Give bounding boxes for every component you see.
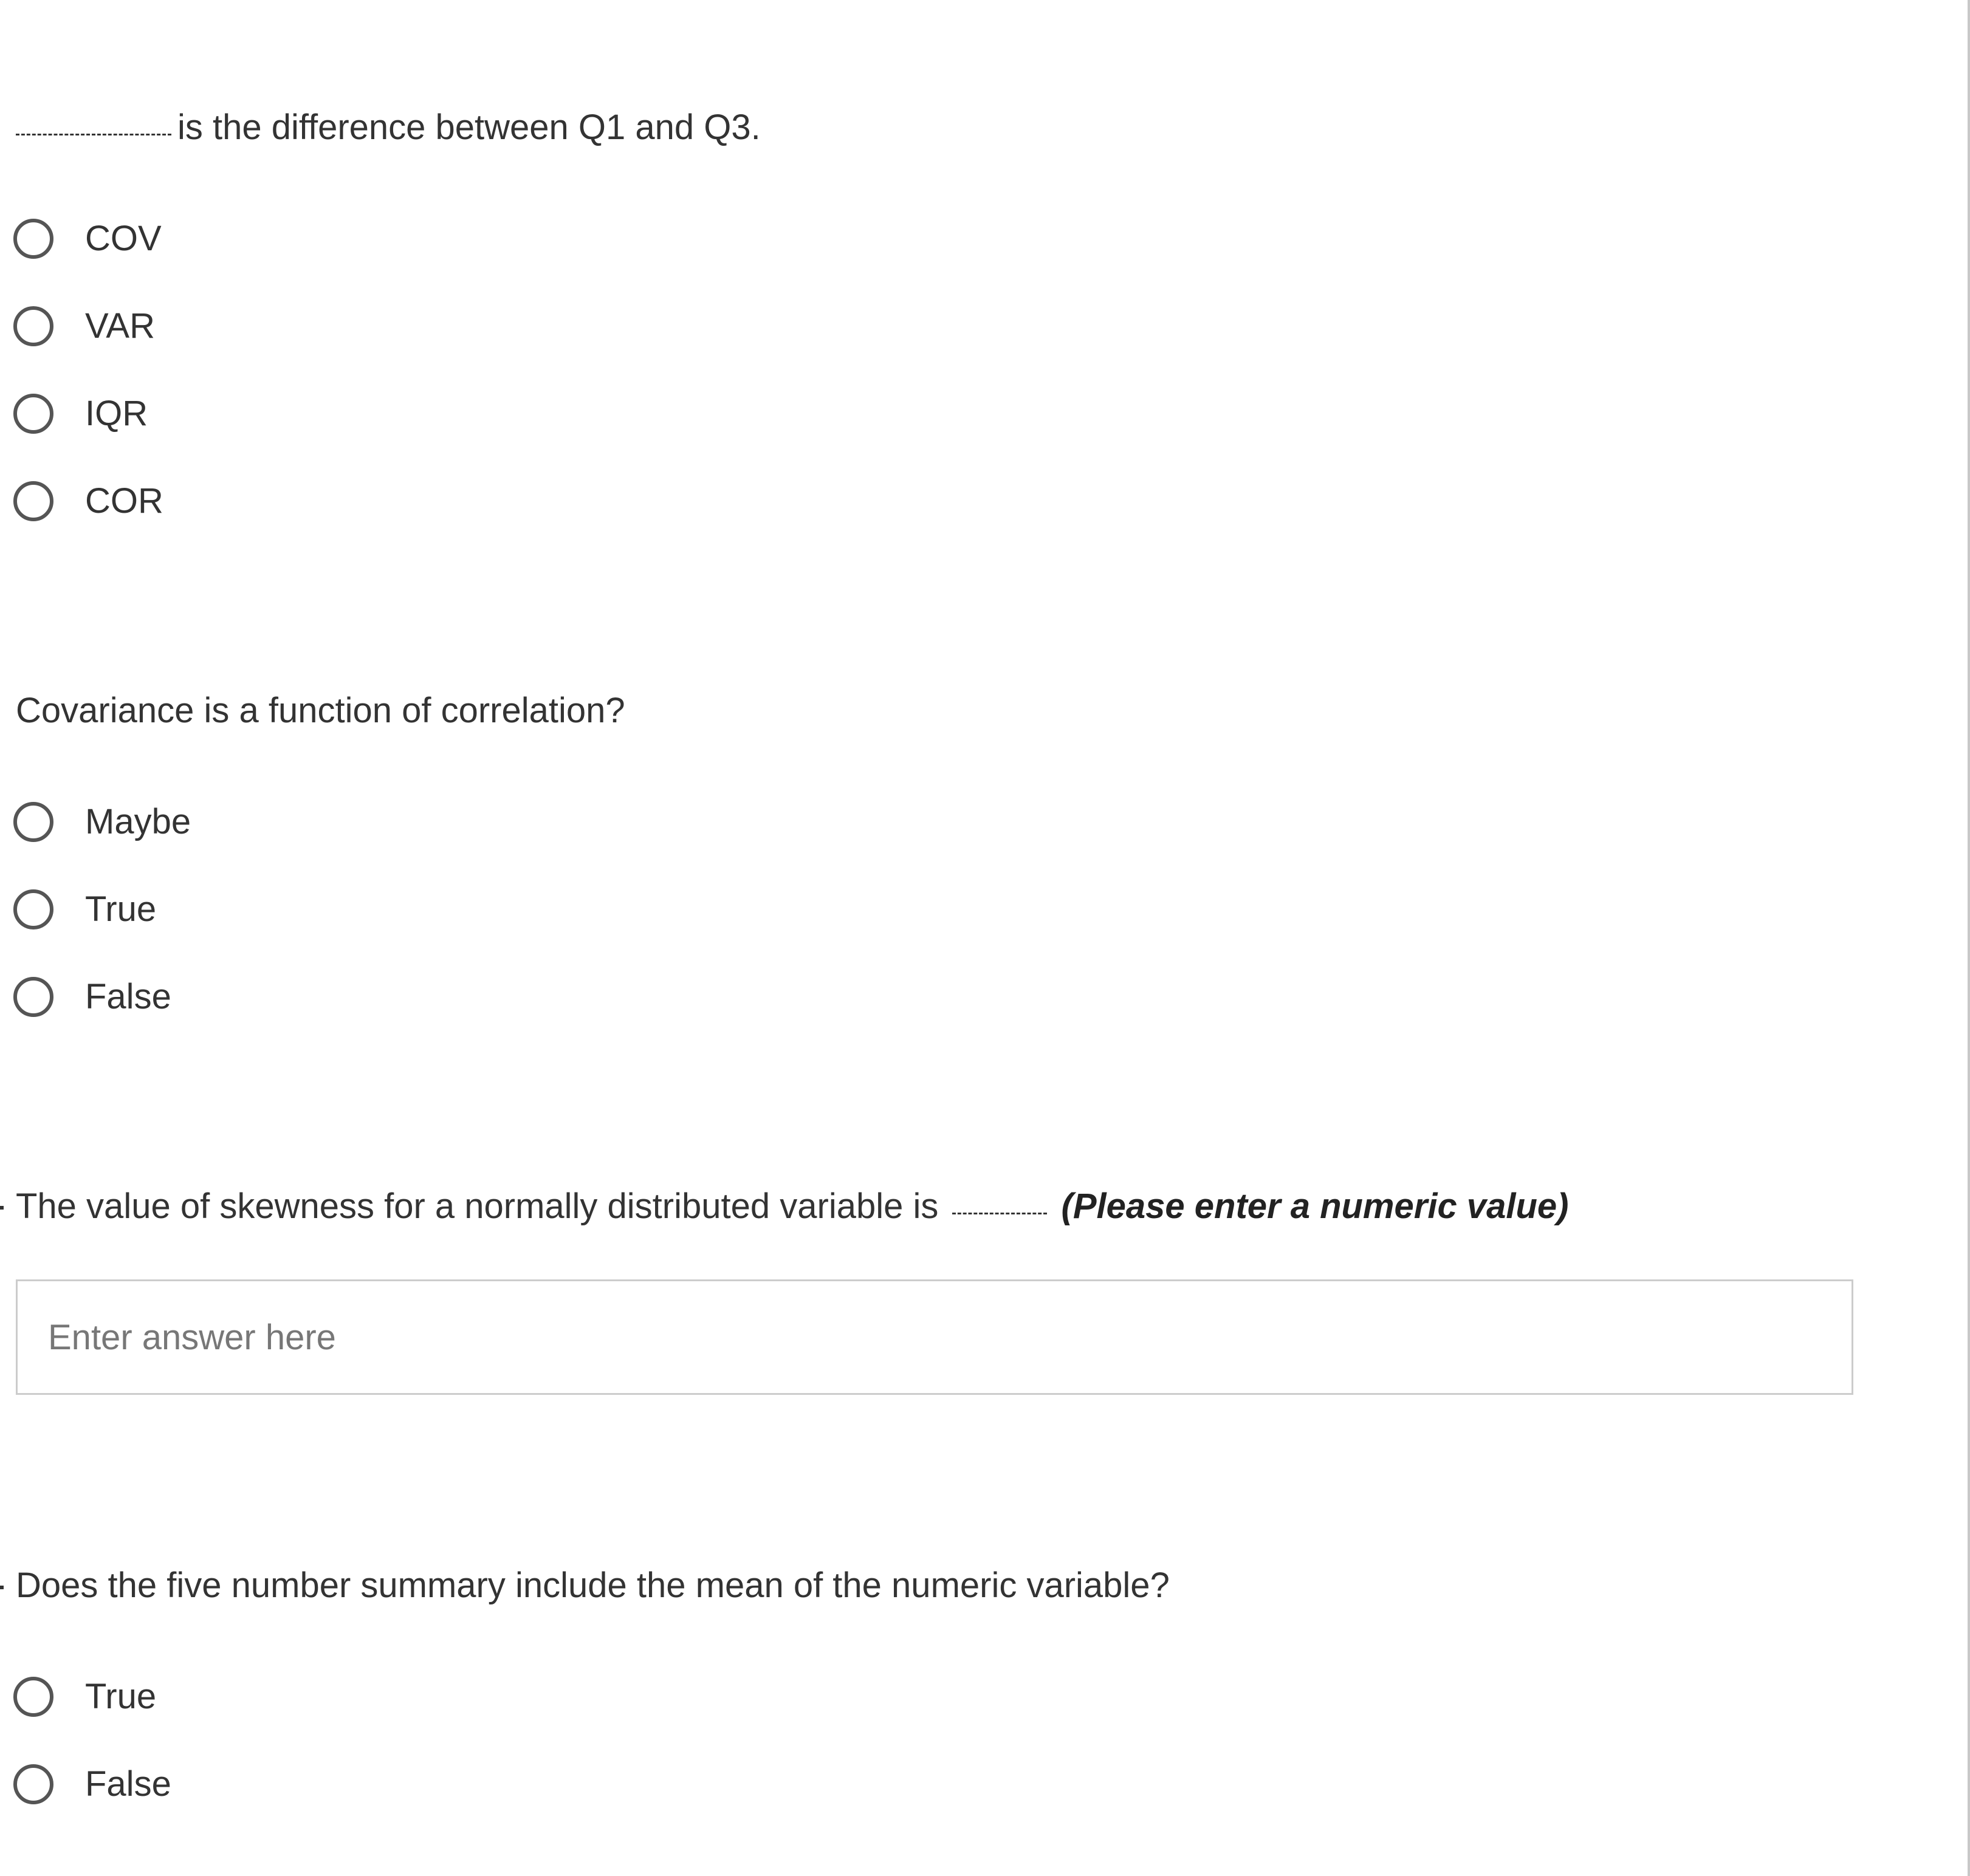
answer-input[interactable] [16, 1279, 1853, 1395]
question-1-blank [16, 103, 171, 135]
radio-button[interactable] [13, 1677, 53, 1717]
question-3-blank [952, 1182, 1047, 1214]
question-3-text [16, 1182, 1568, 1231]
question-4-text: Does the five number summary include the mean of the numeric variable? [16, 1566, 1170, 1605]
question-2-option-maybe[interactable] [13, 797, 191, 847]
radio-button[interactable] [13, 802, 53, 842]
option-label: False [85, 1764, 171, 1804]
question-3-note: (Please enter a numeric value) [1061, 1186, 1569, 1226]
option-label: True [85, 1677, 157, 1716]
option-label: VAR [85, 306, 155, 346]
question-1-option-var[interactable] [13, 301, 155, 351]
option-label: Maybe [85, 802, 191, 841]
option-label: False [85, 977, 171, 1016]
question-bullet [0, 1206, 4, 1210]
question-4-option-true[interactable] [13, 1672, 156, 1722]
radio-button[interactable] [13, 219, 53, 259]
radio-button[interactable] [13, 1764, 53, 1804]
radio-button[interactable] [13, 889, 53, 929]
question-1-text [16, 103, 761, 152]
question-bullet [0, 1586, 4, 1589]
radio-button[interactable] [13, 306, 53, 346]
radio-button[interactable] [13, 481, 53, 521]
question-3-label: The value of skewness for a normally distributed variable is [16, 1186, 939, 1226]
question-1-label: is the difference between Q1 and Q3. [177, 108, 761, 147]
question-1-option-iqr[interactable] [13, 389, 148, 439]
question-2-option-true[interactable] [13, 885, 156, 934]
question-1-option-cov[interactable] [13, 214, 162, 264]
option-label: COV [85, 219, 162, 258]
question-4-option-false[interactable] [13, 1759, 171, 1809]
option-label: COR [85, 481, 163, 521]
question-1-option-cor[interactable] [13, 476, 163, 526]
question-2-text: Covariance is a function of correlation? [16, 691, 625, 730]
scrollbar-edge [1968, 0, 1970, 1876]
radio-button[interactable] [13, 394, 53, 434]
option-label: True [85, 889, 157, 929]
radio-button[interactable] [13, 977, 53, 1017]
option-label: IQR [85, 394, 148, 433]
question-2-option-false[interactable] [13, 972, 171, 1022]
